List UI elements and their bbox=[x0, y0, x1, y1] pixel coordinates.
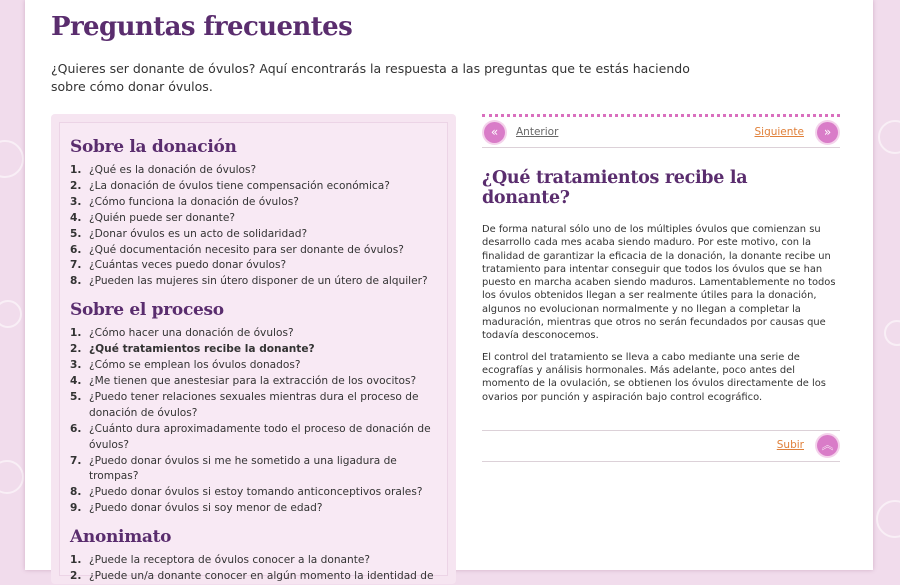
question-list-donacion bbox=[70, 163, 437, 290]
article-title: ¿Qué tratamientos recibe la donante? bbox=[482, 168, 748, 208]
question-link[interactable]: ¿Puede un/a donante conocer en algún momento la identidad de bbox=[89, 570, 434, 583]
question-link[interactable]: ¿Donar óvulos es un acto de solidaridad? bbox=[89, 227, 308, 240]
faq-index-inner bbox=[59, 122, 448, 583]
question-link[interactable]: ¿La donación de óvulos tiene compensación económica? bbox=[89, 179, 390, 192]
question-link[interactable]: ¿Cuánto dura aproximadamente todo el proceso de donación de óvulos? bbox=[89, 422, 431, 451]
background-bubble bbox=[0, 140, 24, 178]
section-title-anonimato: Anonimato bbox=[70, 527, 172, 548]
question-link[interactable]: ¿Cuántas veces puedo donar óvulos? bbox=[89, 259, 287, 272]
back-to-top-link[interactable]: Subir bbox=[776, 438, 804, 451]
question-link[interactable]: ¿Puedo tener relaciones sexuales mientras dura el proceso de donación de óvulos? bbox=[89, 390, 419, 419]
previous-link[interactable]: Anterior bbox=[516, 126, 559, 138]
question-link[interactable]: ¿Cómo funciona la donación de óvulos? bbox=[89, 195, 299, 208]
question-link[interactable]: ¿Qué es la donación de óvulos? bbox=[89, 164, 257, 176]
question-link-active[interactable]: ¿Qué tratamientos recibe la donante? bbox=[89, 343, 315, 356]
article-paragraph: De forma natural sólo uno de los múltiples óvulos que comienzan su desarrollo cada mes acaba siendo maduro. Por este motivo, con la finalidad de garantizar la eficacia de la donación, la donante recibe un tratamiento para intentar conseguir que todos los óvulos que se han puesto en marcha acaben siendo maduros. Lamentablemente no todos los óvulos obtenidos llegan a ser realmente útiles para la donación, algunos no evolucionan normalmente y no llegan a completar la maduración, mientras que otros no serán fecundados por causas que todavía desconocemos. bbox=[482, 224, 836, 342]
question-link[interactable]: ¿Pueden las mujeres sin útero disponer de un útero de alquiler? bbox=[89, 275, 428, 288]
background-bubble bbox=[884, 320, 900, 346]
answer-article bbox=[482, 114, 840, 462]
intro-text: ¿Quieres ser donante de óvulos? Aquí encontrarás la respuesta a las preguntas que te estás haciendo sobre cómo donar óvulos. bbox=[51, 61, 690, 94]
article-nav bbox=[482, 117, 840, 148]
question-link[interactable]: ¿Me tienen que anestesiar para la extracción de los ovocitos? bbox=[89, 374, 417, 387]
faq-index-panel bbox=[51, 114, 456, 584]
article-paragraph: El control del tratamiento se lleva a cabo mediante una serie de ecografías y análisis hormonales. Más adelante, poco antes del momento de la ovulación, se obtienen los óvulos directamente de los ovarios por punción y aspiración bajo control ecográfico. bbox=[482, 351, 826, 403]
question-link[interactable]: ¿Cómo se emplean los óvulos donados? bbox=[89, 359, 301, 372]
background-bubble bbox=[878, 120, 900, 154]
section-title-donacion: Sobre la donación bbox=[70, 137, 237, 157]
page-container bbox=[25, 0, 873, 583]
background-bubble bbox=[0, 460, 24, 494]
background-bubble bbox=[0, 300, 22, 328]
question-link[interactable]: ¿Cómo hacer una donación de óvulos? bbox=[89, 327, 294, 340]
question-list-proceso bbox=[70, 326, 437, 517]
previous-arrow-icon[interactable]: « bbox=[484, 122, 505, 143]
next-arrow-icon[interactable]: » bbox=[817, 122, 838, 143]
question-link[interactable]: ¿Quién puede ser donante? bbox=[89, 211, 235, 224]
page-title: Preguntas frecuentes bbox=[51, 12, 353, 42]
question-link[interactable]: ¿Puedo donar óvulos si estoy tomando anticonceptivos orales? bbox=[89, 486, 423, 499]
question-link[interactable]: ¿Puedo donar óvulos si soy menor de edad? bbox=[89, 502, 323, 515]
question-link[interactable]: ¿Puede la receptora de óvulos conocer a la donante? bbox=[89, 554, 371, 567]
question-link[interactable]: ¿Qué documentación necesito para ser donante de óvulos? bbox=[89, 243, 404, 256]
question-link[interactable]: ¿Puedo donar óvulos si me he sometido a una ligadura de trompas? bbox=[89, 454, 397, 483]
double-chevron-up-icon[interactable]: ︽ bbox=[817, 435, 838, 456]
back-to-top-row bbox=[482, 431, 840, 462]
section-title-proceso: Sobre el proceso bbox=[70, 300, 224, 321]
background-bubble bbox=[876, 500, 900, 538]
question-list-anonimato bbox=[70, 553, 437, 585]
next-link[interactable]: Siguiente bbox=[754, 126, 804, 138]
